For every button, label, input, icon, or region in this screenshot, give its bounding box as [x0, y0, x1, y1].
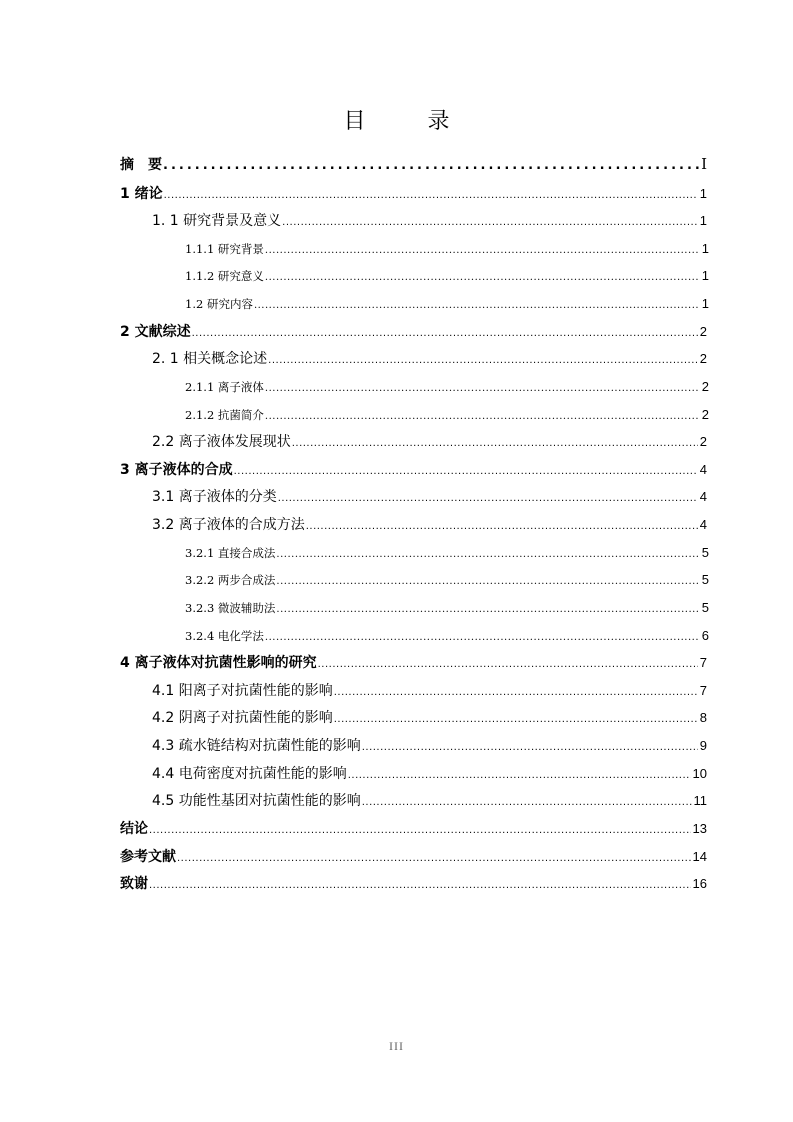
- toc-entry-section-3-2[interactable]: [152, 513, 707, 537]
- toc-entry-page: 9: [699, 738, 707, 753]
- toc-dot-leader: [163, 153, 699, 178]
- toc-entry-label: 1. 1 研究背景及意义: [152, 213, 282, 229]
- page-title: 目 录: [343, 109, 470, 134]
- toc-entry-section-1-2[interactable]: [185, 292, 709, 316]
- toc-entry-page: 7: [699, 655, 707, 670]
- toc-entry-label: 2 文献综述: [120, 324, 191, 340]
- toc-entry-page: 10: [692, 766, 707, 781]
- toc-dot-leader: [234, 458, 698, 484]
- toc-entry-section-4-4[interactable]: [152, 762, 707, 786]
- toc-dot-leader: [265, 403, 700, 429]
- toc-entry-page: 6: [701, 628, 709, 643]
- toc-entry-chapter-1[interactable]: [120, 182, 707, 206]
- toc-entry-page: 4: [699, 517, 707, 532]
- toc-entry-label: 3.2.2 两步合成法: [185, 573, 276, 587]
- toc-entry-section-3-2-4[interactable]: [185, 624, 709, 648]
- toc-entry-acknowledgements[interactable]: [120, 872, 707, 896]
- toc-dot-leader: [149, 817, 691, 843]
- toc-entry-page: 4: [699, 462, 707, 477]
- toc-entry-page: 1: [701, 241, 709, 256]
- toc-entry-page: 7: [699, 683, 707, 698]
- toc-entry-section-1-1[interactable]: [152, 209, 707, 233]
- toc-entry-section-2-2[interactable]: [152, 430, 707, 454]
- toc-entry-page: 1: [699, 186, 707, 201]
- toc-entry-page: 2: [701, 379, 709, 394]
- toc-dot-leader: [276, 568, 699, 594]
- toc-dot-leader: [254, 292, 700, 318]
- footer-page-number: III: [389, 1039, 404, 1053]
- toc-entry-label: 4 离子液体对抗菌性影响的研究: [120, 655, 317, 671]
- toc-entry-page: 5: [701, 545, 709, 560]
- toc-dot-leader: [362, 789, 692, 815]
- toc-entry-label: 3.2.3 微波辅助法: [185, 601, 276, 615]
- toc-dot-leader: [276, 541, 699, 567]
- toc-entry-page: 1: [699, 213, 707, 228]
- toc-entry-chapter-2[interactable]: [120, 320, 707, 344]
- toc-entry-section-3-1[interactable]: [152, 485, 707, 509]
- toc-dot-leader: [348, 762, 691, 788]
- toc-entry-page: 11: [693, 793, 707, 808]
- toc-dot-leader: [292, 430, 698, 456]
- toc-entry-page: 8: [699, 710, 707, 725]
- toc-entry-section-4-3[interactable]: [152, 734, 707, 758]
- toc-entry-label: 4.1 阳离子对抗菌性能的影响: [152, 683, 333, 699]
- toc-entry-label: 致谢: [120, 876, 148, 892]
- toc-dot-leader: [334, 679, 698, 705]
- toc-entry-label: 1.1.1 研究背景: [185, 242, 264, 256]
- toc-entry-label: 摘 要: [120, 157, 162, 173]
- toc-entry-section-1-1-2[interactable]: [185, 264, 709, 288]
- toc-entry-label: 3.1 离子液体的分类: [152, 489, 277, 505]
- toc-dot-leader: [362, 734, 698, 760]
- toc-entry-label: 4.2 阴离子对抗菌性能的影响: [152, 710, 333, 726]
- toc-entry-label: 2.1.2 抗菌简介: [185, 408, 264, 422]
- toc-entry-label: 3.2 离子液体的合成方法: [152, 517, 305, 533]
- toc-entry-section-2-1-2[interactable]: [185, 403, 709, 427]
- toc-entry-page: 13: [692, 821, 707, 836]
- toc-entry-section-4-1[interactable]: [152, 679, 707, 703]
- toc-entry-section-2-1[interactable]: [152, 347, 707, 371]
- toc-dot-leader: [149, 872, 691, 898]
- toc-entry-section-4-5[interactable]: [152, 789, 707, 813]
- toc-entry-page: 2: [701, 407, 709, 422]
- toc-entry-section-3-2-2[interactable]: [185, 568, 709, 592]
- toc-dot-leader: [265, 264, 700, 290]
- toc-dot-leader: [265, 237, 700, 263]
- toc-entry-abstract[interactable]: [120, 152, 707, 176]
- toc-dot-leader: [282, 209, 698, 235]
- toc-entry-chapter-3[interactable]: [120, 458, 707, 482]
- toc-entry-page: 16: [692, 876, 707, 891]
- toc-entry-label: 参考文献: [120, 849, 176, 865]
- toc-entry-label: 4.4 电荷密度对抗菌性能的影响: [152, 766, 347, 782]
- toc-entry-label: 2.2 离子液体发展现状: [152, 434, 291, 450]
- toc-entry-page: 2: [699, 324, 707, 339]
- toc-dot-leader: [276, 596, 699, 622]
- toc-dot-leader: [318, 651, 698, 677]
- toc-entry-label: 3.2.1 直接合成法: [185, 546, 276, 560]
- toc-entry-conclusion[interactable]: [120, 817, 707, 841]
- toc-dot-leader: [278, 485, 698, 511]
- toc-entry-section-1-1-1[interactable]: [185, 237, 709, 261]
- toc-dot-leader: [265, 375, 700, 401]
- toc-entry-label: 1 绪论: [120, 186, 163, 202]
- toc-dot-leader: [334, 706, 698, 732]
- toc-entry-page: 1: [701, 296, 709, 311]
- toc-entry-chapter-4[interactable]: [120, 651, 707, 675]
- toc-entry-section-4-2[interactable]: [152, 706, 707, 730]
- toc-entry-page: 2: [699, 434, 707, 449]
- toc-dot-leader: [306, 513, 698, 539]
- toc-entry-label: 结论: [120, 821, 148, 837]
- toc-entry-page: 14: [692, 849, 707, 864]
- toc-entry-section-2-1-1[interactable]: [185, 375, 709, 399]
- toc-dot-leader: [268, 347, 698, 373]
- toc-dot-leader: [192, 320, 698, 346]
- toc-dot-leader: [265, 624, 700, 650]
- toc-entry-label: 1.2 研究内容: [185, 297, 253, 311]
- toc-entry-label: 3 离子液体的合成: [120, 462, 233, 478]
- toc-dot-leader: [177, 845, 691, 871]
- toc-entry-page: 2: [699, 351, 707, 366]
- toc-entry-label: 4.5 功能性基团对抗菌性能的影响: [152, 793, 361, 809]
- toc-entry-label: 1.1.2 研究意义: [185, 269, 264, 283]
- toc-entry-section-3-2-1[interactable]: [185, 541, 709, 565]
- toc-entry-page: 5: [701, 572, 709, 587]
- toc-entry-page: 1: [701, 268, 709, 283]
- toc-dot-leader: [164, 182, 698, 208]
- toc-entry-label: 4.3 疏水链结构对抗菌性能的影响: [152, 738, 361, 754]
- toc-entry-label: 2. 1 相关概念论述: [152, 351, 268, 367]
- toc-entry-references[interactable]: [120, 845, 707, 869]
- toc-entry-page: 5: [701, 600, 709, 615]
- toc-entry-label: 2.1.1 离子液体: [185, 380, 264, 394]
- toc-entry-label: 3.2.4 电化学法: [185, 629, 264, 643]
- toc-entry-page: I: [701, 155, 707, 173]
- toc-entry-section-3-2-3[interactable]: [185, 596, 709, 620]
- toc-entry-page: 4: [699, 489, 707, 504]
